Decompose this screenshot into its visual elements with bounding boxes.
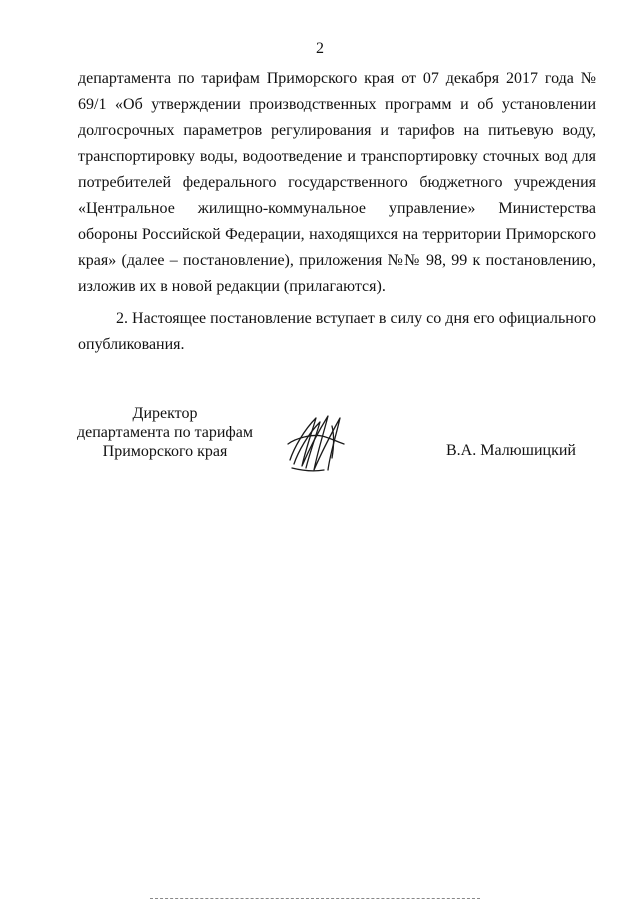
body-paragraph-continuation: департамента по тарифам Приморского края от 07 декабря 2017 года № 69/1 «Об утверждении производственных программ и об установлении долгосрочных параметров регулирования и тарифов на питьевую воду, транспортировку воды, водоотведение и транспортировку сточных вод для потребителей федерального государственного бюджетного учреждения «Центральное жилищно-коммунальное управление» Министерства обороны Российской Федерации, находящихся на территории Приморского края» (далее – постановление), приложения №№ 98, 99 к постановлению, изложив их в новой редакции (прилагаются).: [78, 70, 596, 295]
signatory-title-line-3: Приморского края: [102, 443, 228, 460]
body-paragraph-effective-date: 2. Настоящее постановление вступает в силу со дня его официального опубликования.: [78, 310, 596, 353]
signature-stroke: [332, 426, 334, 458]
signatory-name: В.А. Малюшицкий: [446, 442, 576, 459]
signature-stroke: [292, 468, 324, 471]
footer-dashed-line: [150, 898, 480, 899]
handwritten-signature: [282, 408, 354, 480]
document-body: [78, 66, 596, 358]
signatory-title: [60, 404, 270, 461]
page-number: 2: [316, 40, 324, 57]
signatory-title-line-1: Директор: [132, 405, 198, 422]
signatory-title-line-2: департамента по тарифам: [76, 424, 254, 441]
signature-stroke: [290, 416, 340, 470]
